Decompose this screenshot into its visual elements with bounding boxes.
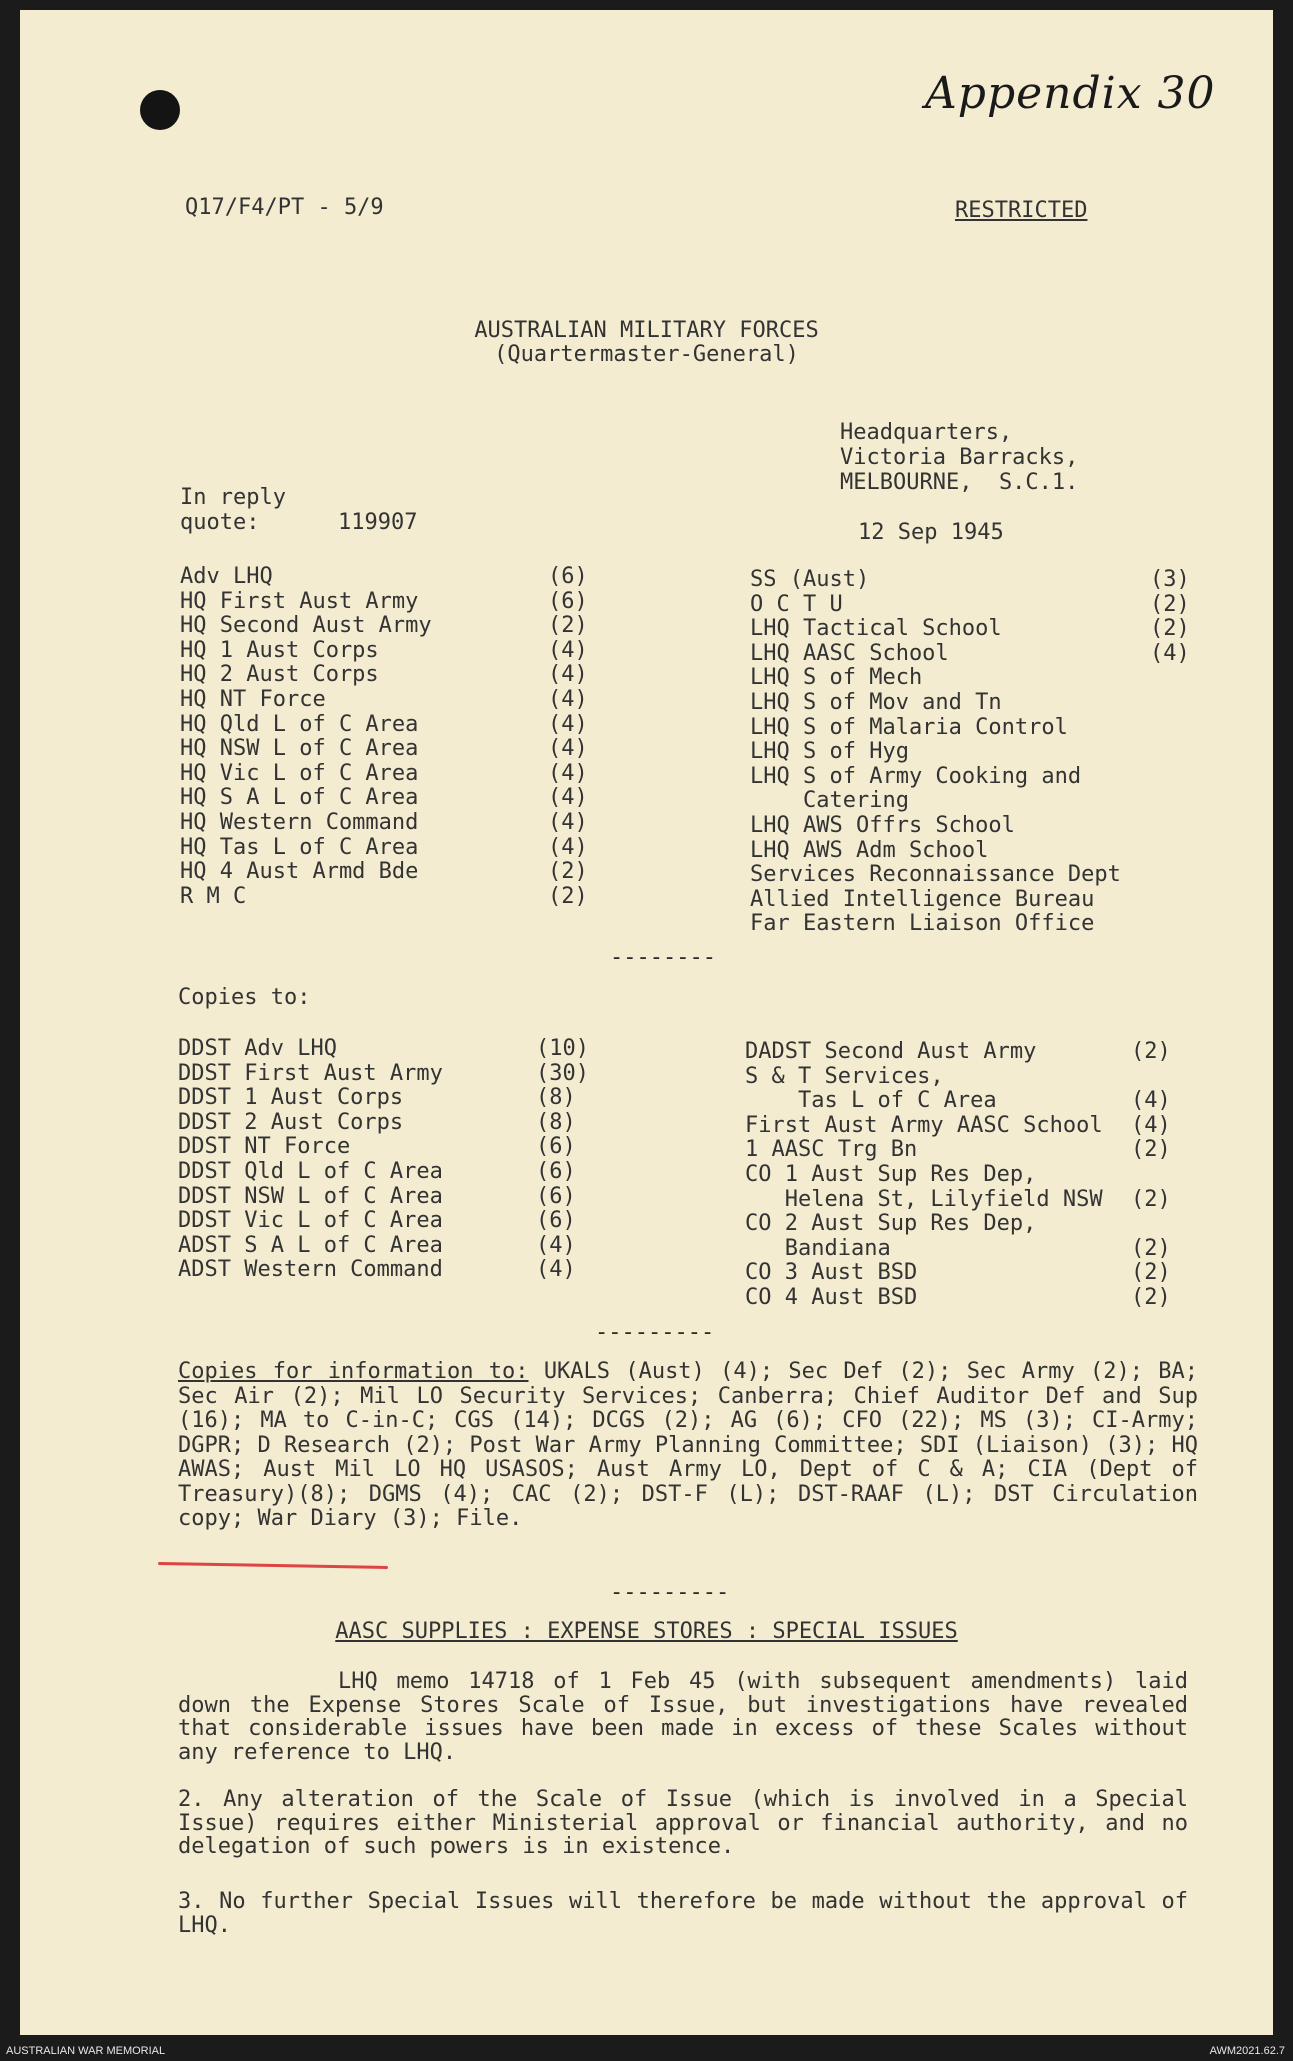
item-count: (2) xyxy=(1131,1260,1171,1286)
list-item xyxy=(178,1062,618,1087)
reference-number: Q17/F4/PT - 5/9 xyxy=(185,195,384,220)
list-item xyxy=(750,691,1180,716)
list-item xyxy=(180,737,610,762)
item-name: CO 2 Aust Sup Res Dep, xyxy=(745,1211,1037,1237)
item-count: (4) xyxy=(1131,1088,1171,1114)
item-name: LHQ S of Malaria Control xyxy=(750,714,1068,740)
item-count: (30) xyxy=(536,1060,589,1086)
list-item xyxy=(745,1138,1215,1163)
item-count: (4) xyxy=(548,711,588,737)
item-name: R M C xyxy=(180,883,247,909)
list-item xyxy=(178,1135,618,1160)
list-item xyxy=(750,666,1180,691)
item-count: (2) xyxy=(548,859,588,885)
item-name: HQ 1 Aust Corps xyxy=(180,637,379,663)
list-item xyxy=(745,1261,1215,1286)
item-name: LHQ AASC School xyxy=(750,640,949,666)
list-item xyxy=(745,1237,1215,1262)
document-title: AUSTRALIAN MILITARY FORCES xyxy=(474,318,819,343)
item-name: DDST NT Force xyxy=(178,1134,351,1160)
item-name: HQ S A L of C Area xyxy=(180,785,419,811)
item-count: (4) xyxy=(1150,640,1190,666)
item-name: Bandiana xyxy=(745,1235,891,1261)
item-count: (3) xyxy=(1150,567,1190,592)
list-item xyxy=(745,1188,1215,1213)
list-item xyxy=(180,688,610,713)
list-item xyxy=(180,885,610,910)
document-page xyxy=(20,10,1273,2035)
item-count: (2) xyxy=(1131,1186,1171,1212)
item-name: HQ First Aust Army xyxy=(180,588,419,614)
list-item xyxy=(745,1286,1215,1311)
item-name: SS (Aust) xyxy=(750,567,870,592)
item-name: Adv LHQ xyxy=(180,564,273,589)
item-name: Catering xyxy=(750,788,909,814)
list-item xyxy=(750,616,1190,642)
item-count: (4) xyxy=(548,662,588,688)
list-item xyxy=(180,590,610,615)
item-name: S & T Services, xyxy=(745,1063,944,1089)
list-item xyxy=(180,811,610,836)
list-item xyxy=(750,912,1180,937)
item-count: (4) xyxy=(548,760,588,786)
item-count: (6) xyxy=(536,1208,576,1234)
list-item xyxy=(750,839,1180,864)
reply-label: In reply quote: xyxy=(180,485,286,535)
item-name: O C T U xyxy=(750,591,843,617)
list-item xyxy=(178,1037,618,1062)
separator-2: --------- xyxy=(595,1320,715,1345)
item-name: HQ NT Force xyxy=(180,686,326,712)
item-name: Services Reconnaissance Dept xyxy=(750,862,1121,888)
list-item xyxy=(745,1163,1215,1188)
paragraph-3: 3. No further Special Issues will therefore be made without the approval of LHQ. xyxy=(178,1889,1188,1938)
list-item xyxy=(178,1234,618,1259)
item-count: (4) xyxy=(548,686,588,712)
list-item xyxy=(180,713,610,738)
item-name: LHQ Tactical School xyxy=(750,616,1002,642)
item-count: (2) xyxy=(1131,1039,1171,1064)
item-count: (4) xyxy=(1131,1112,1171,1138)
item-name: DDST Qld L of C Area xyxy=(178,1158,443,1184)
item-name: LHQ S of Hyg xyxy=(750,739,909,765)
list-item xyxy=(750,789,1180,814)
list-item xyxy=(180,565,610,590)
list-item xyxy=(745,1089,1215,1114)
distribution-list-left xyxy=(180,565,610,909)
item-count: (4) xyxy=(548,736,588,762)
item-name: CO 1 Aust Sup Res Dep, xyxy=(745,1161,1037,1187)
list-item xyxy=(745,1065,1215,1090)
item-name: Helena St, Lilyfield NSW xyxy=(745,1186,1103,1212)
item-count: (2) xyxy=(1150,616,1190,642)
handwritten-annotation: Appendix 30 xyxy=(925,68,1216,119)
list-item xyxy=(180,639,610,664)
list-item xyxy=(745,1212,1215,1237)
item-name: CO 4 Aust BSD xyxy=(745,1284,918,1310)
paragraph-1: LHQ memo 14718 of 1 Feb 45 (with subsequent amendments) laid down the Expense Stores Scale of Issue, but investigations have revealed that considerable issues have been made in excess of these Scales without any reference to LHQ. xyxy=(178,1669,1188,1765)
list-item xyxy=(178,1111,618,1136)
item-name: LHQ S of Mech xyxy=(750,665,923,691)
copies-label: Copies to: xyxy=(178,985,311,1010)
list-item xyxy=(750,591,1190,618)
item-name: Allied Intelligence Bureau xyxy=(750,886,1095,912)
item-name: HQ NSW L of C Area xyxy=(180,736,419,762)
paragraph-2: 2. Any alteration of the Scale of Issue (which is involved in a Special Issue) requires either Ministerial approval or financial authority, and no delegation of such powers is in existence. xyxy=(178,1787,1188,1859)
item-name: HQ Qld L of C Area xyxy=(180,711,419,737)
item-name: Far Eastern Liaison Office xyxy=(750,911,1095,937)
item-name: DDST NSW L of C Area xyxy=(178,1183,443,1209)
item-count: (4) xyxy=(548,809,588,835)
list-item xyxy=(750,740,1180,765)
classification-label: RESTRICTED xyxy=(955,198,1088,223)
item-count: (4) xyxy=(548,637,588,663)
document-subtitle: (Quartermaster-General) xyxy=(494,342,799,367)
item-name: DDST 1 Aust Corps xyxy=(178,1085,404,1111)
list-item xyxy=(180,836,610,861)
item-count: (6) xyxy=(536,1134,576,1160)
list-item xyxy=(745,1040,1215,1065)
item-count: (4) xyxy=(536,1257,576,1283)
list-item xyxy=(750,716,1180,741)
item-name: DDST Adv LHQ xyxy=(178,1036,337,1061)
item-count: (8) xyxy=(536,1109,576,1135)
list-item xyxy=(178,1258,618,1283)
list-item xyxy=(750,888,1180,913)
punch-hole xyxy=(140,90,180,130)
list-item xyxy=(750,640,1190,667)
separator: -------- xyxy=(610,945,716,970)
list-item xyxy=(178,1160,618,1185)
item-name: DADST Second Aust Army xyxy=(745,1039,1037,1064)
item-name: Tas L of C Area xyxy=(745,1088,997,1114)
item-name: 1 AASC Trg Bn xyxy=(745,1137,918,1163)
item-name: DDST 2 Aust Corps xyxy=(178,1109,404,1135)
list-item xyxy=(750,863,1180,888)
item-name: HQ Vic L of C Area xyxy=(180,760,419,786)
item-count: (4) xyxy=(548,785,588,811)
item-name: LHQ S of Army Cooking and xyxy=(750,763,1082,789)
list-item xyxy=(180,786,610,811)
list-item xyxy=(178,1086,618,1111)
list-item xyxy=(180,762,610,787)
item-count: (2) xyxy=(548,613,588,639)
reply-number: 119907 xyxy=(338,510,418,535)
list-item xyxy=(750,567,1190,593)
item-count: (2) xyxy=(1131,1235,1171,1261)
copies-list-right xyxy=(745,1040,1215,1311)
item-count: (2) xyxy=(1131,1284,1171,1310)
list-item xyxy=(745,1114,1215,1139)
red-underline-mark xyxy=(158,1562,388,1569)
item-name: LHQ AWS Offrs School xyxy=(750,812,1015,838)
item-name: LHQ S of Mov and Tn xyxy=(750,689,1002,715)
item-count: (6) xyxy=(548,588,588,614)
item-name: HQ Second Aust Army xyxy=(180,613,432,639)
copies-list-left xyxy=(178,1037,618,1283)
list-item xyxy=(178,1209,618,1234)
item-count: (4) xyxy=(548,834,588,860)
item-count: (2) xyxy=(1131,1137,1171,1163)
item-name: LHQ AWS Adm School xyxy=(750,837,989,863)
address-block: Headquarters, Victoria Barracks, MELBOURNE, S.C.1. xyxy=(840,420,1079,495)
info-text: UKALS (Aust) (4); Sec Def (2); Sec Army (2); BA; Sec Air (2); Mil LO Security Services; Canberra; Chief Auditor Def and Sup (16); MA to C-in-C; CGS (14); DCGS (2); AG (6); CFO (22); MS (3); CI-Army; DGPR; D Research (2); Post War Army Planning Committee; SDI (Liaison) (3); HQ AWAS; Aust Mil LO HQ USASOS; Aust Army LO, Dept of C & A; CIA (Dept of Treasury)(8); DGMS (4); CAC (2); DST-F (L); DST-RAAF (L); DST Circulation copy; War Diary (3); File. xyxy=(178,1359,1198,1531)
item-count: (2) xyxy=(548,883,588,909)
item-count: (10) xyxy=(536,1036,589,1061)
distribution-list-right xyxy=(750,567,1190,937)
info-label: Copies for information to: xyxy=(178,1359,529,1384)
footer-right: AWM2021.62.7 xyxy=(1209,2045,1285,2057)
information-copies xyxy=(178,1360,1198,1532)
document-date: 12 Sep 1945 xyxy=(858,520,1004,545)
footer-left: AUSTRALIAN WAR MEMORIAL xyxy=(6,2045,166,2057)
item-name: ADST S A L of C Area xyxy=(178,1232,443,1258)
list-item xyxy=(750,765,1180,790)
item-name: CO 3 Aust BSD xyxy=(745,1260,918,1286)
separator-3: --------- xyxy=(610,1580,730,1605)
item-count: (8) xyxy=(536,1085,576,1111)
list-item xyxy=(180,860,610,885)
item-name: HQ Tas L of C Area xyxy=(180,834,419,860)
item-count: (6) xyxy=(536,1183,576,1209)
item-count: (6) xyxy=(536,1158,576,1184)
list-item xyxy=(178,1185,618,1210)
item-count: (2) xyxy=(1150,591,1190,617)
item-name: First Aust Army AASC School xyxy=(745,1112,1103,1138)
subject-heading: AASC SUPPLIES : EXPENSE STORES : SPECIAL ISSUES xyxy=(335,1619,958,1644)
item-name: ADST Western Command xyxy=(178,1257,443,1283)
item-name: HQ 2 Aust Corps xyxy=(180,662,379,688)
list-item xyxy=(750,814,1180,839)
item-count: (6) xyxy=(548,564,588,589)
list-item xyxy=(180,614,610,639)
list-item xyxy=(180,663,610,688)
item-name: HQ 4 Aust Armd Bde xyxy=(180,859,419,885)
item-name: DDST First Aust Army xyxy=(178,1060,443,1086)
item-name: HQ Western Command xyxy=(180,809,419,835)
item-count: (4) xyxy=(536,1232,576,1258)
item-name: DDST Vic L of C Area xyxy=(178,1208,443,1234)
